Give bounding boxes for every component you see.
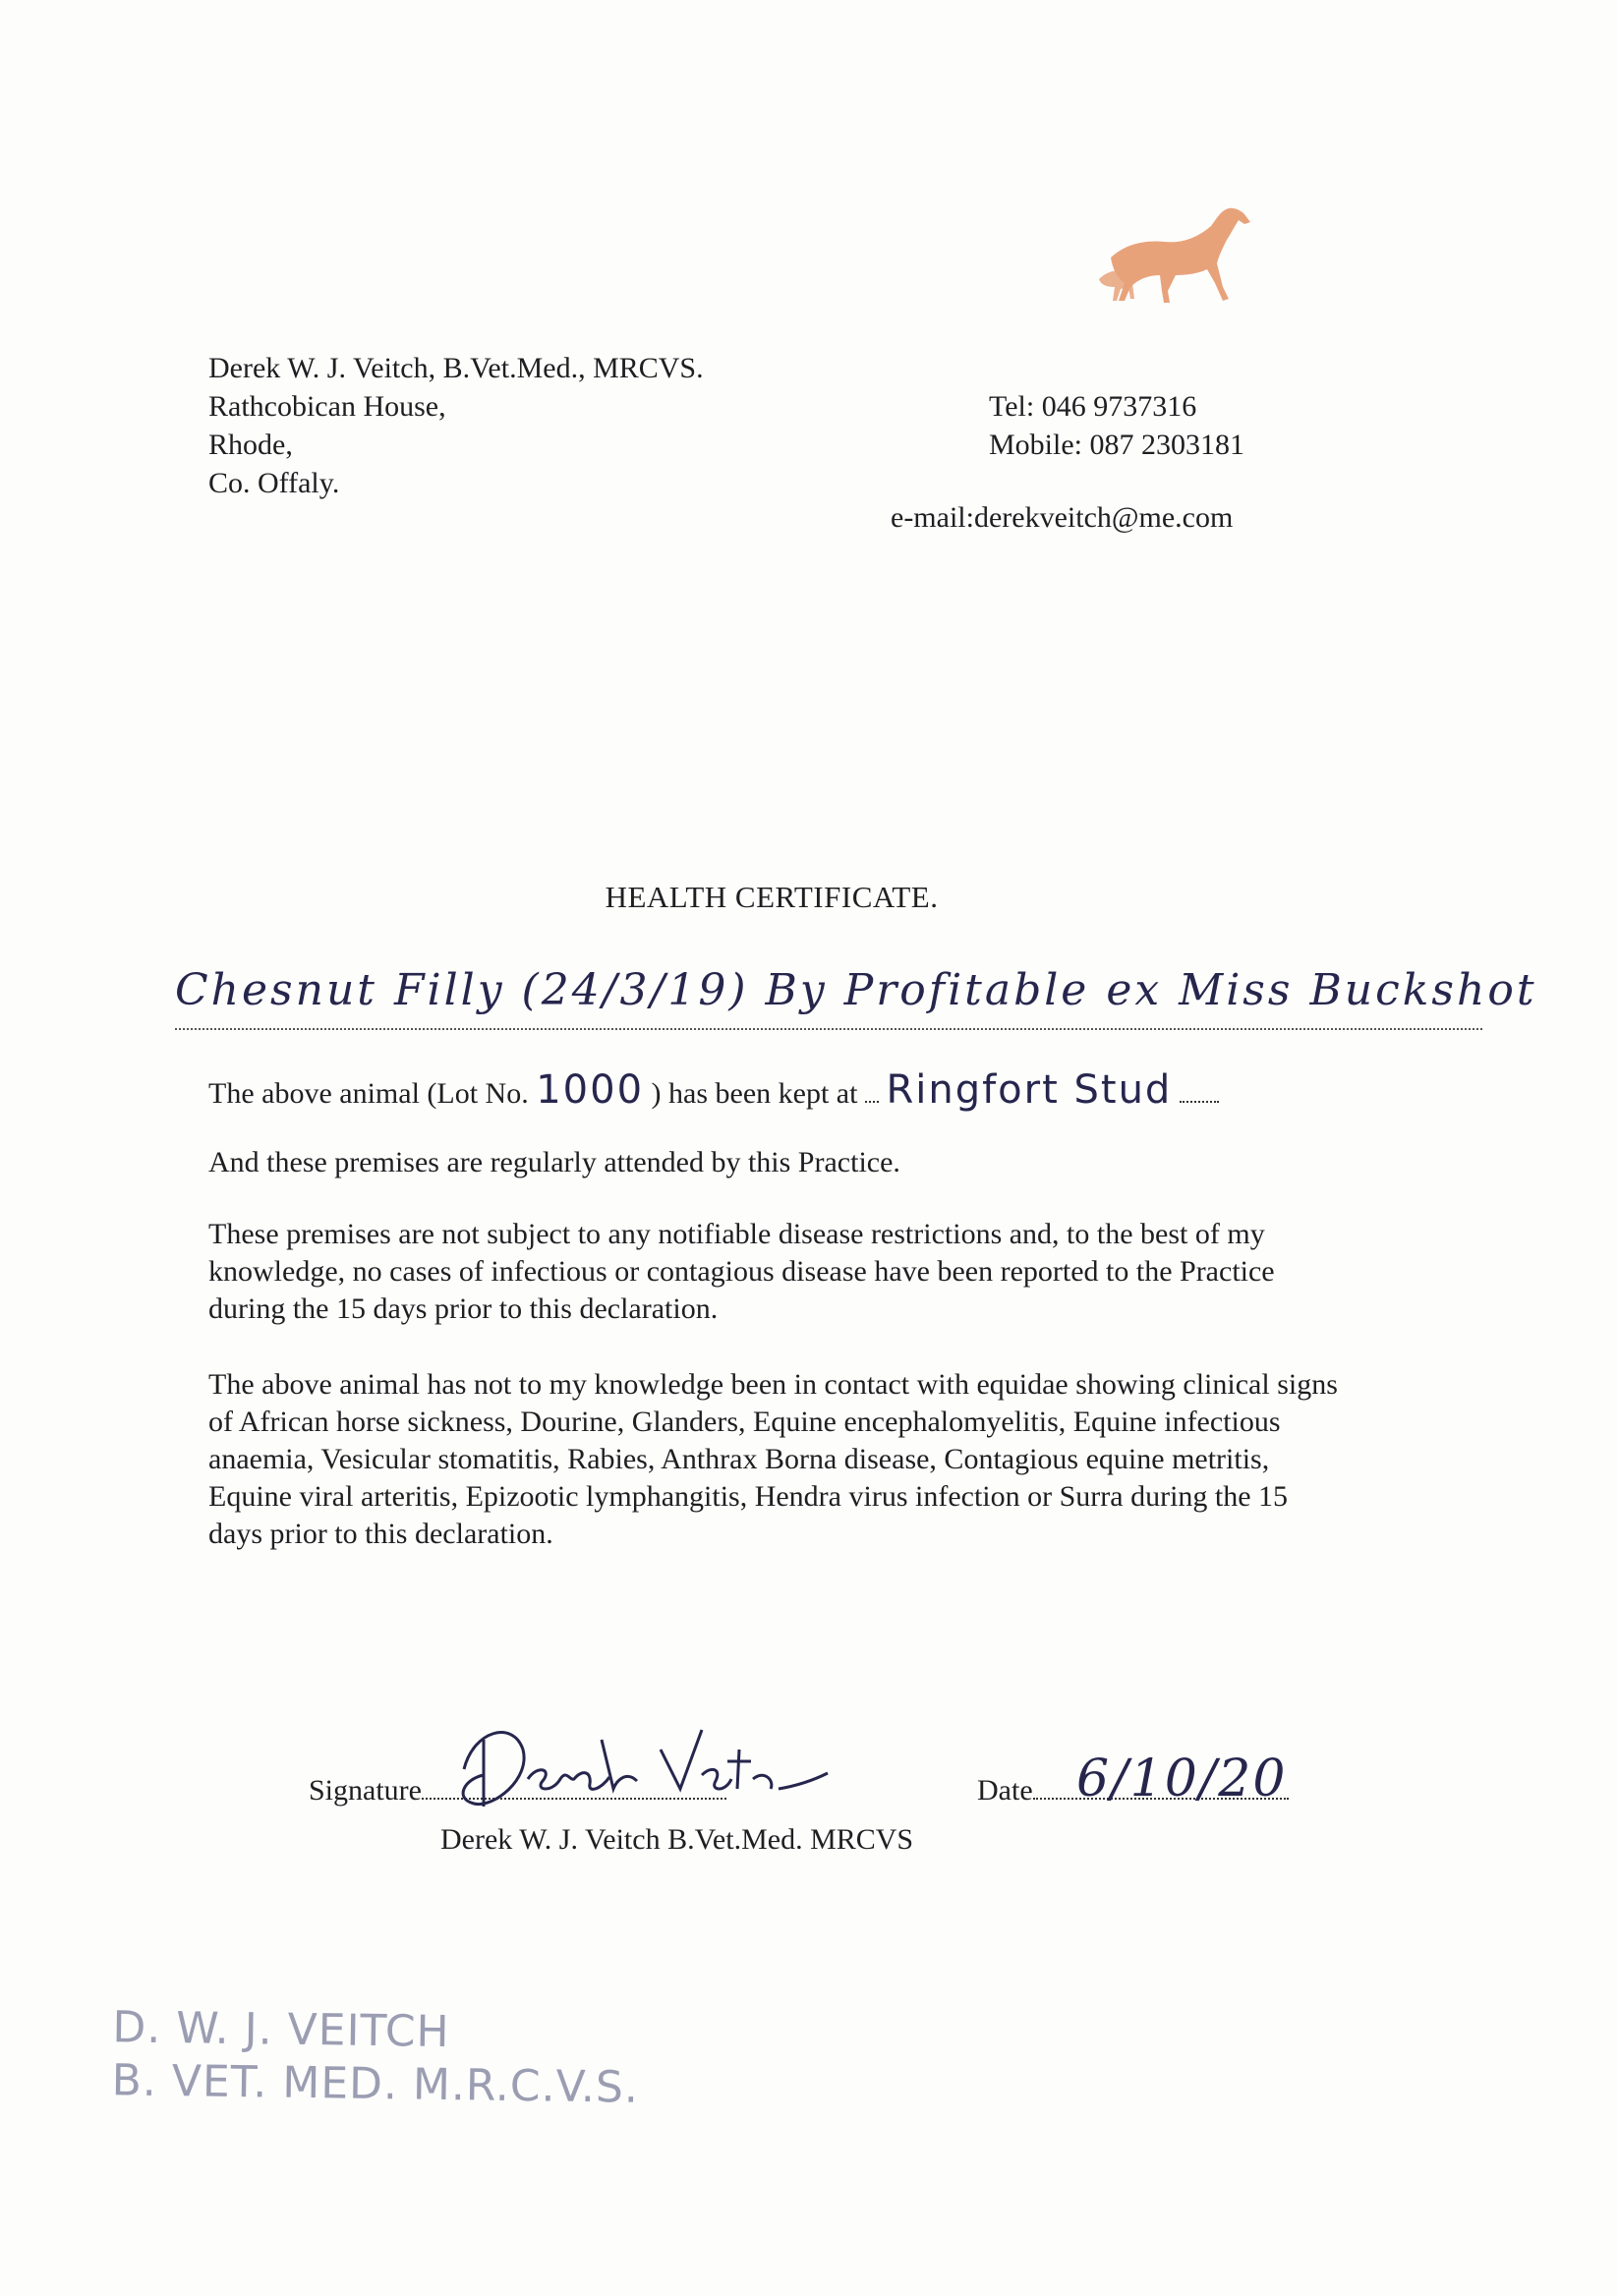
signature-label: Signature bbox=[309, 1774, 422, 1807]
practitioner-stamp bbox=[111, 2001, 640, 2114]
address-line-town: Rhode, bbox=[208, 429, 293, 461]
handwritten-signature bbox=[444, 1710, 838, 1818]
lot-number-handwritten: 1000 bbox=[536, 1067, 645, 1113]
address-line-house: Rathcobican House, bbox=[208, 390, 446, 423]
stamp-line-qualifications: B. VET. MED. M.R.C.V.S. bbox=[111, 2055, 640, 2113]
lot-prefix: The above animal (Lot No. bbox=[208, 1077, 529, 1110]
address-line-county: Co. Offaly. bbox=[208, 467, 340, 499]
email-address: e-mail:derekveitch@me.com bbox=[891, 501, 1234, 534]
lot-statement bbox=[208, 1067, 1219, 1113]
certificate-title: HEALTH CERTIFICATE. bbox=[605, 880, 939, 914]
date-label: Date bbox=[977, 1774, 1033, 1807]
mobile: Mobile: 087 2303181 bbox=[989, 429, 1244, 461]
dots bbox=[865, 1101, 879, 1103]
printed-name: Derek W. J. Veitch B.Vet.Med. MRCVS bbox=[440, 1823, 914, 1856]
restrictions-statement: These premises are not subject to any notifiable disease restrictions and, to the best of my knowledge, no cases of infectious or contagious disease have been reported to the Practice during the 15 days prior to this declaration. bbox=[208, 1218, 1275, 1325]
contact-statement: The above animal has not to my knowledge been in contact with equidae showing clinical signs of African horse sickness, Dourine, Glanders, Equine encephalomyelitis, Equine infectious anaemia, Vesicular stomatitis, Rabies, Anthrax Borna disease, Contagious equine metritis, Equine viral arteritis, Epizootic lymphangitis, Hendra virus infection or Surra during the 15 days prior to this declaration. bbox=[208, 1368, 1338, 1550]
dots bbox=[1180, 1101, 1219, 1103]
premises-handwritten: Ringfort Stud bbox=[886, 1067, 1173, 1113]
stamp-line-name: D. W. J. VEITCH bbox=[112, 2002, 450, 2058]
date-handwritten: 6/10/20 bbox=[1076, 1750, 1288, 1808]
contact-block bbox=[989, 387, 1244, 464]
animal-description-handwritten: Chesnut Filly (24/3/19) By Profitable ex Miss Buckshot bbox=[175, 965, 1537, 1015]
attendance-statement: And these premises are regularly attended by this Practice. bbox=[208, 1146, 900, 1178]
practitioner-name: Derek W. J. Veitch, B.Vet.Med., MRCVS. bbox=[208, 352, 704, 384]
telephone: Tel: 046 9737316 bbox=[989, 390, 1197, 423]
practice-address bbox=[208, 349, 704, 502]
lot-middle: ) has been kept at bbox=[651, 1077, 858, 1110]
horse-logo-icon bbox=[1091, 197, 1258, 315]
